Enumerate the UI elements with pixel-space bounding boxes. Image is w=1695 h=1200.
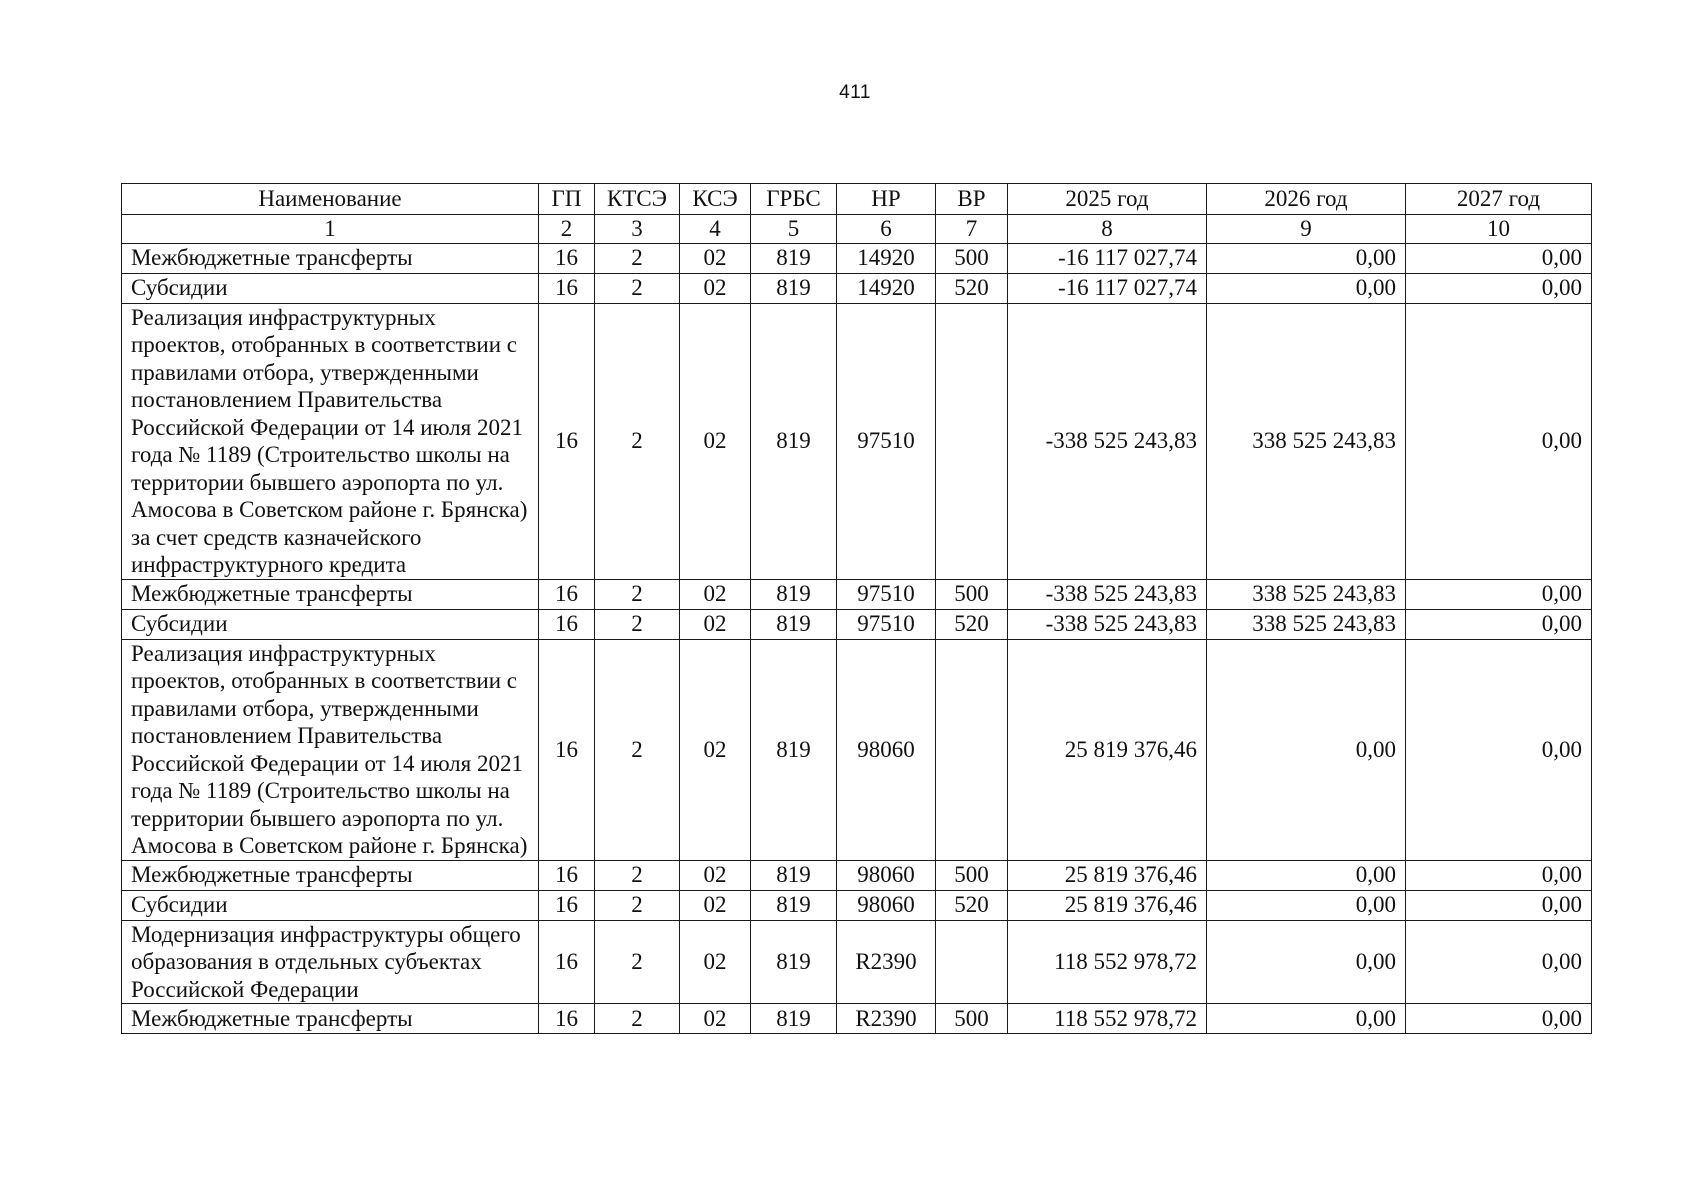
row-2025: -16 117 027,74 [1008, 243, 1207, 273]
row-name: Субсидии [122, 609, 539, 639]
row-grbs: 819 [751, 243, 837, 273]
row-2027: 0,00 [1406, 273, 1592, 303]
table-header [122, 184, 1592, 244]
row-grbs: 819 [751, 639, 837, 860]
row-name: Межбюджетные трансферты [122, 243, 539, 273]
row-nr: R2390 [837, 920, 936, 1004]
row-2025: -338 525 243,83 [1008, 609, 1207, 639]
row-grbs: 819 [751, 920, 837, 1004]
header-kse: КСЭ [680, 184, 751, 215]
header-grbs: ГРБС [751, 184, 837, 215]
row-gp: 16 [539, 303, 595, 579]
column-number: 7 [936, 215, 1008, 244]
row-gp: 16 [539, 273, 595, 303]
row-grbs: 819 [751, 273, 837, 303]
row-name: Межбюджетные трансферты [122, 860, 539, 890]
row-gp: 16 [539, 920, 595, 1004]
table-row [122, 609, 1592, 639]
row-gp: 16 [539, 890, 595, 920]
header-ktse: КТСЭ [595, 184, 680, 215]
row-2027: 0,00 [1406, 303, 1592, 579]
header-row [122, 184, 1592, 215]
row-vr: 500 [936, 243, 1008, 273]
row-2027: 0,00 [1406, 920, 1592, 1004]
row-2027: 0,00 [1406, 579, 1592, 609]
column-number: 6 [837, 215, 936, 244]
column-number: 3 [595, 215, 680, 244]
row-2027: 0,00 [1406, 860, 1592, 890]
row-2027: 0,00 [1406, 243, 1592, 273]
table-row [122, 273, 1592, 303]
header-2026: 2026 год [1207, 184, 1406, 215]
row-kse: 02 [680, 303, 751, 579]
row-nr: 98060 [837, 639, 936, 860]
row-name: Субсидии [122, 890, 539, 920]
row-kse: 02 [680, 273, 751, 303]
header-nr: НР [837, 184, 936, 215]
row-2026: 0,00 [1207, 860, 1406, 890]
row-name: Реализация инфраструктурных проектов, отобранных в соответствии с правилами отбора, утвержденными постановлением Правительства Российской Федерации от 14 июля 2021 года № 1189 (Строительство школы на территории бывшего аэропорта по ул. Амосова в Советском районе г. Брянска) за счет средств казначейского инфраструктурного кредита [122, 303, 539, 579]
row-nr: 98060 [837, 890, 936, 920]
row-grbs: 819 [751, 303, 837, 579]
row-kse: 02 [680, 609, 751, 639]
row-gp: 16 [539, 639, 595, 860]
row-2025: -16 117 027,74 [1008, 273, 1207, 303]
column-number: 9 [1207, 215, 1406, 244]
row-2027: 0,00 [1406, 639, 1592, 860]
row-2025: 25 819 376,46 [1008, 639, 1207, 860]
table-row [122, 890, 1592, 920]
page-number: 411 [839, 82, 871, 103]
row-2025: -338 525 243,83 [1008, 303, 1207, 579]
header-name: Наименование [122, 184, 539, 215]
row-2026: 0,00 [1207, 639, 1406, 860]
table-row [122, 1004, 1592, 1034]
row-name: Субсидии [122, 273, 539, 303]
row-nr: 14920 [837, 243, 936, 273]
row-ktse: 2 [595, 303, 680, 579]
header-2025: 2025 год [1008, 184, 1207, 215]
row-name: Межбюджетные трансферты [122, 1004, 539, 1034]
table-row [122, 303, 1592, 579]
header-2027: 2027 год [1406, 184, 1592, 215]
row-2026: 0,00 [1207, 920, 1406, 1004]
row-gp: 16 [539, 860, 595, 890]
budget-table [121, 183, 1592, 1034]
row-2025: 25 819 376,46 [1008, 860, 1207, 890]
table-row [122, 243, 1592, 273]
row-ktse: 2 [595, 579, 680, 609]
column-number: 10 [1406, 215, 1592, 244]
row-vr [936, 303, 1008, 579]
table-row [122, 579, 1592, 609]
row-2026: 0,00 [1207, 1004, 1406, 1034]
row-ktse: 2 [595, 273, 680, 303]
row-ktse: 2 [595, 890, 680, 920]
row-kse: 02 [680, 579, 751, 609]
column-number: 5 [751, 215, 837, 244]
row-2025: 118 552 978,72 [1008, 920, 1207, 1004]
table-body [122, 243, 1592, 1034]
row-kse: 02 [680, 243, 751, 273]
row-2026: 0,00 [1207, 243, 1406, 273]
row-vr: 500 [936, 579, 1008, 609]
row-2027: 0,00 [1406, 609, 1592, 639]
table-row [122, 920, 1592, 1004]
row-name: Реализация инфраструктурных проектов, отобранных в соответствии с правилами отбора, утвержденными постановлением Правительства Российской Федерации от 14 июля 2021 года № 1189 (Строительство школы на территории бывшего аэропорта по ул. Амосова в Советском районе г. Брянска) [122, 639, 539, 860]
row-2025: 118 552 978,72 [1008, 1004, 1207, 1034]
row-nr: 97510 [837, 579, 936, 609]
row-nr: 14920 [837, 273, 936, 303]
column-number: 8 [1008, 215, 1207, 244]
row-vr: 500 [936, 860, 1008, 890]
row-name: Модернизация инфраструктуры общего образования в отдельных субъектах Российской Федерации [122, 920, 539, 1004]
row-grbs: 819 [751, 579, 837, 609]
row-2026: 0,00 [1207, 890, 1406, 920]
row-vr: 520 [936, 890, 1008, 920]
row-2027: 0,00 [1406, 1004, 1592, 1034]
row-2026: 0,00 [1207, 273, 1406, 303]
column-number: 1 [122, 215, 539, 244]
row-grbs: 819 [751, 609, 837, 639]
row-kse: 02 [680, 1004, 751, 1034]
header-vr: ВР [936, 184, 1008, 215]
row-kse: 02 [680, 890, 751, 920]
row-nr: 98060 [837, 860, 936, 890]
column-number: 2 [539, 215, 595, 244]
row-nr: 97510 [837, 303, 936, 579]
row-nr: R2390 [837, 1004, 936, 1034]
row-name: Межбюджетные трансферты [122, 579, 539, 609]
row-2025: -338 525 243,83 [1008, 579, 1207, 609]
row-2026: 338 525 243,83 [1207, 579, 1406, 609]
column-number-row [122, 215, 1592, 244]
row-vr: 500 [936, 1004, 1008, 1034]
row-2027: 0,00 [1406, 890, 1592, 920]
row-gp: 16 [539, 1004, 595, 1034]
row-vr: 520 [936, 273, 1008, 303]
table-row [122, 639, 1592, 860]
row-ktse: 2 [595, 1004, 680, 1034]
row-gp: 16 [539, 609, 595, 639]
row-kse: 02 [680, 920, 751, 1004]
row-grbs: 819 [751, 890, 837, 920]
row-2026: 338 525 243,83 [1207, 609, 1406, 639]
row-2025: 25 819 376,46 [1008, 890, 1207, 920]
row-vr [936, 920, 1008, 1004]
row-2026: 338 525 243,83 [1207, 303, 1406, 579]
table-row [122, 860, 1592, 890]
row-gp: 16 [539, 579, 595, 609]
row-ktse: 2 [595, 243, 680, 273]
row-ktse: 2 [595, 609, 680, 639]
row-ktse: 2 [595, 860, 680, 890]
header-gp: ГП [539, 184, 595, 215]
row-nr: 97510 [837, 609, 936, 639]
row-grbs: 819 [751, 860, 837, 890]
row-kse: 02 [680, 860, 751, 890]
row-ktse: 2 [595, 639, 680, 860]
column-number: 4 [680, 215, 751, 244]
row-vr: 520 [936, 609, 1008, 639]
row-gp: 16 [539, 243, 595, 273]
row-kse: 02 [680, 639, 751, 860]
row-ktse: 2 [595, 920, 680, 1004]
row-vr [936, 639, 1008, 860]
row-grbs: 819 [751, 1004, 837, 1034]
